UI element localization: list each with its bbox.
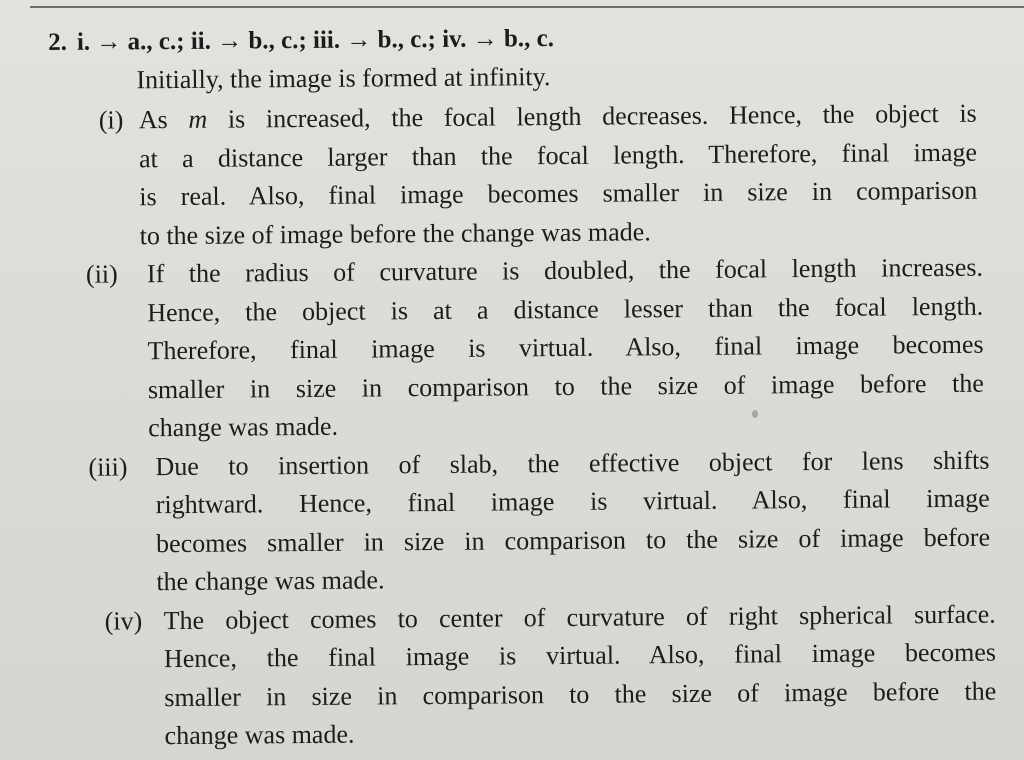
text-line: the change was made.: [156, 565, 385, 597]
item-body: [155, 441, 990, 602]
math-variable: m: [188, 104, 208, 134]
item-marker: (iii): [88, 451, 128, 482]
question-number: 2.: [48, 28, 68, 56]
text-line: If the radius of curvature is doubled, the focal length increases.: [146, 252, 984, 289]
text-line: change was made.: [164, 719, 355, 751]
top-rule-divider: [30, 6, 1024, 8]
text-line: smaller in size in comparison to the size of image before the: [164, 676, 997, 712]
item-marker: (ii): [85, 259, 118, 289]
text-line: at a distance larger than the focal length. Therefore, final image: [138, 137, 978, 173]
text-line: Due to insertion of slab, the effective object for lens shifts: [155, 445, 990, 481]
item-body: [139, 95, 978, 256]
answer-mapping: i. → a., c.; ii. → b., c.; iii. → b., c.; iv. → b., c.: [76, 25, 555, 56]
explanation-item-iv: [53, 595, 997, 756]
text-line: smaller in size in comparison to the size of image before the: [147, 368, 984, 404]
text-line: The object comes to center of curvature of right spherical surface.: [163, 599, 996, 635]
text-line: As m is increased, the focal length decreases. Hence, the object is: [138, 98, 977, 135]
text-line: to the size of image before the change was made.: [139, 216, 651, 250]
text-line: rightward. Hence, final image is virtual. Also, final image: [155, 483, 990, 520]
text-line: change was made.: [148, 411, 339, 443]
text-line: Hence, the object is at a distance lesser than the focal length.: [147, 291, 984, 327]
text-line: Therefore, final image is virtual. Also, final image becomes: [147, 329, 984, 366]
explanation-item-i: [49, 95, 980, 256]
text-line: becomes smaller in size in comparison to the size of image before: [155, 522, 991, 558]
item-body: [147, 249, 984, 448]
item-marker: (iv): [104, 605, 143, 636]
explanation-item-iii: [51, 441, 991, 602]
item-marker: (i): [98, 105, 124, 135]
text-line: Hence, the final image is virtual. Also, final image becomes: [163, 637, 997, 674]
solution-content: [48, 17, 997, 757]
item-body: [164, 595, 997, 756]
intro-statement: Initially, the image is formed at infinity.: [136, 62, 551, 95]
text-line: is real. Also, final image becomes smaller in size in comparison: [139, 175, 978, 212]
explanation-item-ii: [50, 249, 984, 449]
